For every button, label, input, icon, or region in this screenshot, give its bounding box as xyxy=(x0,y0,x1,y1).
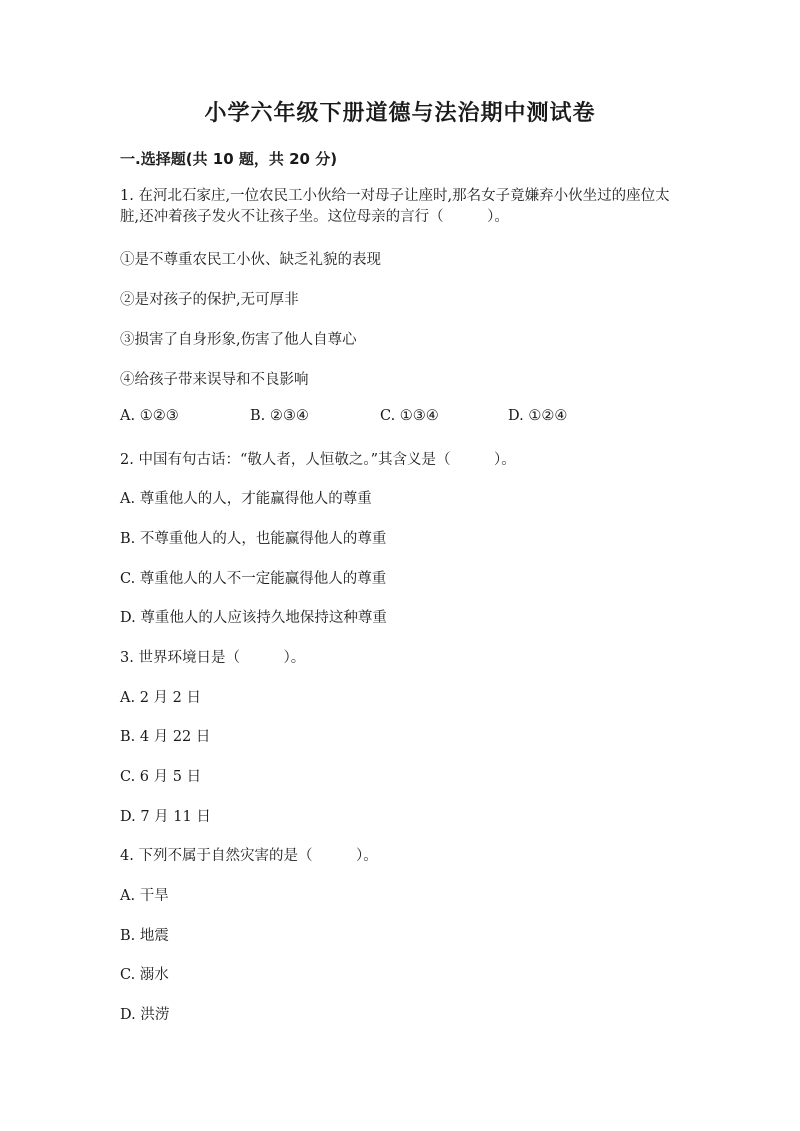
question-2-option-d[interactable]: D. 尊重他人的人应该持久地保持这种尊重 xyxy=(120,610,387,626)
exam-title: 小学六年级下册道德与法治期中测试卷 xyxy=(204,100,596,126)
question-1-statement-3: ③损害了自身形象,伤害了他人自尊心 xyxy=(120,332,357,348)
question-1-option-d[interactable]: D. ①②④ xyxy=(508,408,568,424)
question-1-stem: 1. 在河北石家庄,一位农民工小伙给一对母子让座时,那名女子竟嫌弃小伙坐过的座位太脏,还冲着孩子发火不让孩子坐。这位母亲的言行（ ）。 xyxy=(120,188,670,225)
question-3-option-c[interactable]: C. 6 月 5 日 xyxy=(120,769,202,785)
question-1-option-b[interactable]: B. ②③④ xyxy=(250,408,309,424)
question-1-option-c[interactable]: C. ①③④ xyxy=(380,408,439,424)
question-1-statement-1: ①是不尊重农民工小伙、缺乏礼貌的表现 xyxy=(120,252,381,268)
question-4-option-b[interactable]: B. 地震 xyxy=(120,928,169,944)
question-3-option-b[interactable]: B. 4 月 22 日 xyxy=(120,729,211,745)
question-3-stem: 3. 世界环境日是（ ）。 xyxy=(120,650,306,666)
question-2-option-c[interactable]: C. 尊重他人的人不一定能赢得他人的尊重 xyxy=(120,571,387,587)
question-1-statement-2: ②是对孩子的保护,无可厚非 xyxy=(120,292,299,308)
question-3-option-a[interactable]: A. 2 月 2 日 xyxy=(120,690,201,706)
section-header: 一.选择题(共 10 题，共 20 分) xyxy=(120,150,338,168)
question-4-option-d[interactable]: D. 洪涝 xyxy=(120,1007,170,1023)
question-4-option-a[interactable]: A. 干旱 xyxy=(120,888,169,904)
question-3-option-d[interactable]: D. 7 月 11 日 xyxy=(120,809,211,825)
question-1-option-a[interactable]: A. ①②③ xyxy=(120,408,179,424)
question-2-option-b[interactable]: B. 不尊重他人的人，也能赢得他人的尊重 xyxy=(120,531,387,547)
question-4-stem: 4. 下列不属于自然灾害的是（ ）。 xyxy=(120,848,378,864)
question-1-statement-4: ④给孩子带来误导和不良影响 xyxy=(120,372,309,388)
question-4-option-c[interactable]: C. 溺水 xyxy=(120,967,169,983)
question-2-stem: 2. 中国有句古话：“敬人者，人恒敬之。”其含义是（ ）。 xyxy=(120,452,516,468)
question-2-option-a[interactable]: A. 尊重他人的人，才能赢得他人的尊重 xyxy=(120,491,372,507)
